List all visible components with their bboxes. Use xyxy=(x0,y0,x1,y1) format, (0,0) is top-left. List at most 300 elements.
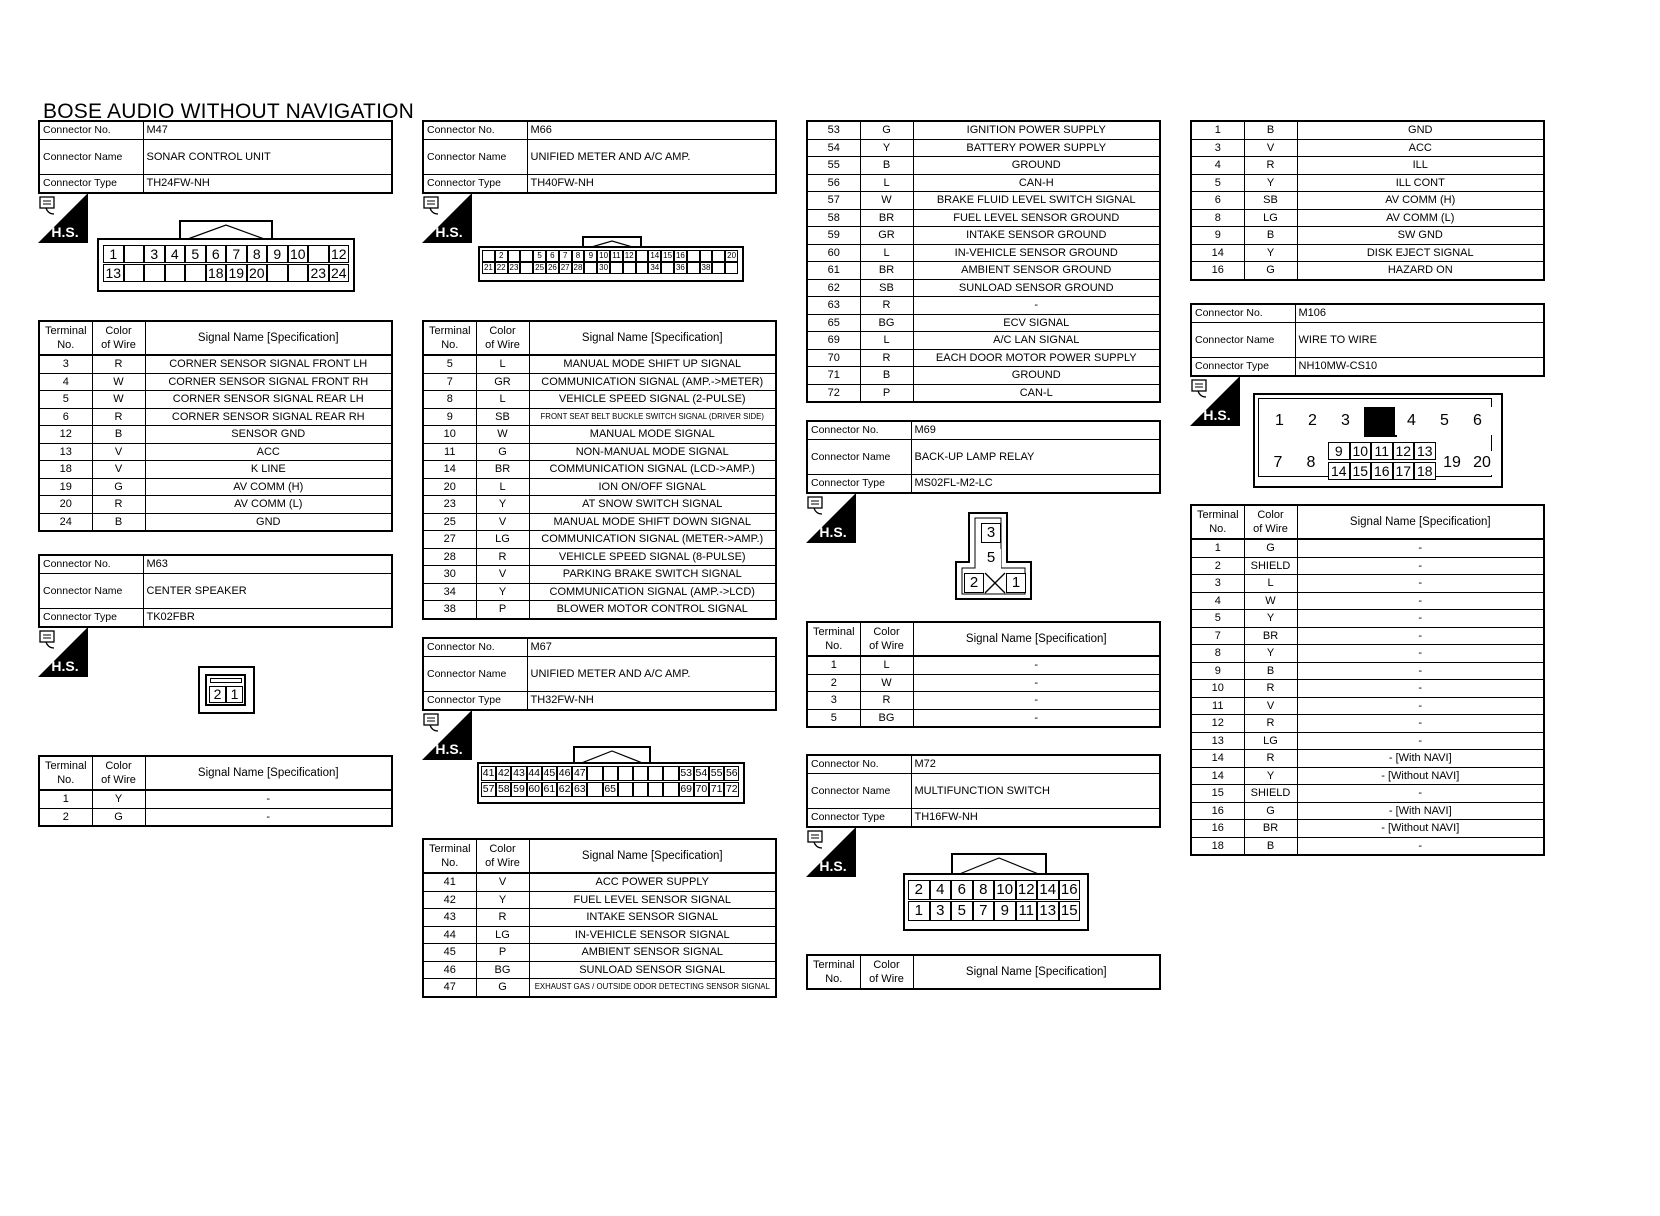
m66-terminal-table xyxy=(422,320,777,620)
connector-pin: 34 xyxy=(650,263,660,272)
connector-pin: 18 xyxy=(206,264,227,282)
connector-pin: 8 xyxy=(572,250,585,262)
hs-label: H.S. xyxy=(819,858,847,874)
connector-pin xyxy=(700,250,713,262)
connector-pin: 72 xyxy=(725,783,738,795)
terminal-no: 7 xyxy=(1191,627,1244,645)
table-row xyxy=(1191,157,1544,175)
connector-type-value: TH16FW-NH xyxy=(911,809,1160,828)
terminal-no: 4 xyxy=(39,373,92,391)
wire-color: W xyxy=(1244,592,1297,610)
signal-name: - xyxy=(145,790,392,808)
connector-key xyxy=(210,678,242,683)
hs-label: H.S. xyxy=(51,658,79,674)
wire-color: SHIELD xyxy=(1244,557,1297,575)
wire-color: BR xyxy=(860,262,913,280)
connector-pin xyxy=(618,782,633,797)
connector-pin xyxy=(1364,407,1397,437)
terminal-no: 5 xyxy=(1191,610,1244,628)
connector-pin xyxy=(633,766,648,781)
table-row xyxy=(423,391,776,409)
signal-name: CORNER SENSOR SIGNAL REAR LH xyxy=(145,391,392,409)
connector-pin: 38 xyxy=(701,263,711,272)
terminal-no: 63 xyxy=(807,297,860,315)
connector-pin: 17 xyxy=(1393,462,1415,480)
signal-name: AT SNOW SWITCH SIGNAL xyxy=(529,496,776,514)
connector-pin: 26 xyxy=(547,263,557,272)
harness-side-icon-graphic xyxy=(806,493,856,543)
wire-color: L xyxy=(860,656,913,674)
wire-color: W xyxy=(92,391,145,409)
wire-color: Y xyxy=(476,891,529,909)
signal-name: CORNER SENSOR SIGNAL FRONT RH xyxy=(145,373,392,391)
signal-name: PARKING BRAKE SWITCH SIGNAL xyxy=(529,566,776,584)
terminal-no: 2 xyxy=(1191,557,1244,575)
connector-pin: 9 xyxy=(584,250,597,262)
connector-pin: 60 xyxy=(528,783,541,795)
signal-name: - xyxy=(1297,837,1544,855)
terminal-no: 12 xyxy=(1191,715,1244,733)
table-row xyxy=(1191,820,1544,838)
connector-pin: 5 xyxy=(1428,407,1461,435)
signal-name-header: Signal Name [Specification] xyxy=(1297,505,1544,539)
terminal-no: 16 xyxy=(1191,802,1244,820)
terminal-no: 65 xyxy=(807,314,860,332)
connector-pin: 45 xyxy=(543,767,556,779)
connector-pin: 5 xyxy=(981,549,1001,569)
wire-color: R xyxy=(476,909,529,927)
hs-label: H.S. xyxy=(1203,407,1231,423)
connector-pin: 3 xyxy=(981,523,1001,543)
connector-pin: 9 xyxy=(1328,442,1350,460)
connector-pin: 12 xyxy=(1016,880,1038,900)
signal-name: - xyxy=(145,808,392,826)
terminal-no: 58 xyxy=(807,209,860,227)
m69-terminal-table xyxy=(806,621,1161,728)
connector-pin xyxy=(633,782,648,797)
color-of-wire-header: Color of Wire xyxy=(476,839,529,873)
connector-name-value: UNIFIED METER AND A/C AMP. xyxy=(527,140,776,175)
wire-color: SB xyxy=(860,279,913,297)
signal-name: SUNLOAD SENSOR GROUND xyxy=(913,279,1160,297)
connector-type-label: Connector Type xyxy=(423,692,527,711)
connector-pin: 71 xyxy=(710,783,723,795)
wire-color: Y xyxy=(860,139,913,157)
terminal-no: 23 xyxy=(423,496,476,514)
wire-color: BG xyxy=(860,314,913,332)
table-row xyxy=(39,496,392,514)
harness-side-icon-graphic xyxy=(806,827,856,877)
harness-side-icon xyxy=(422,193,472,243)
harness-side-icon-graphic xyxy=(422,193,472,243)
connector-name-value: MULTIFUNCTION SWITCH xyxy=(911,774,1160,809)
signal-name: ILL xyxy=(1297,157,1544,175)
connector-pin: 1 xyxy=(1006,573,1026,593)
connector-pin: 13 xyxy=(1414,442,1436,460)
connector-pin: 2 xyxy=(1296,407,1329,435)
signal-name-header: Signal Name [Specification] xyxy=(145,756,392,790)
m69-connector-info xyxy=(806,420,1161,494)
terminal-no: 8 xyxy=(1191,209,1244,227)
connector-pin xyxy=(663,782,678,797)
connector-pin: 5 xyxy=(951,901,973,921)
harness-side-icon xyxy=(422,710,472,760)
wire-color: P xyxy=(476,944,529,962)
m67-terminal-table xyxy=(422,838,777,998)
connector-pin: 8 xyxy=(1296,451,1326,475)
signal-name: MANUAL MODE SIGNAL xyxy=(529,426,776,444)
connector-no-label: Connector No. xyxy=(39,555,143,574)
terminal-no: 46 xyxy=(423,961,476,979)
table-row xyxy=(39,373,392,391)
connector-pin xyxy=(610,262,623,274)
signal-name: GROUND xyxy=(913,157,1160,175)
connector-no-value: M67 xyxy=(527,638,776,657)
signal-name: - xyxy=(1297,680,1544,698)
connector-name-value: UNIFIED METER AND A/C AMP. xyxy=(527,657,776,692)
connector-pin xyxy=(648,766,663,781)
terminal-no: 1 xyxy=(807,656,860,674)
connector-pin xyxy=(587,766,602,781)
connector-pin xyxy=(165,264,186,282)
table-row xyxy=(423,461,776,479)
connector-pin: 13 xyxy=(1037,901,1059,921)
connector-pin: 6 xyxy=(1461,407,1494,435)
wire-color: R xyxy=(92,408,145,426)
wire-color: V xyxy=(92,443,145,461)
table-row xyxy=(807,157,1160,175)
signal-name: - xyxy=(1297,732,1544,750)
signal-name: AMBIENT SENSOR GROUND xyxy=(913,262,1160,280)
table-row xyxy=(1191,627,1544,645)
terminal-no: 1 xyxy=(1191,539,1244,557)
harness-side-icon-graphic xyxy=(38,193,88,243)
connector-name-value: BACK-UP LAMP RELAY xyxy=(911,440,1160,475)
connector-pin: 7 xyxy=(1263,451,1293,475)
terminal-no: 38 xyxy=(423,601,476,619)
table-row xyxy=(807,384,1160,402)
signal-name: AV COMM (L) xyxy=(145,496,392,514)
table-row xyxy=(423,496,776,514)
connector-pin: 9 xyxy=(267,245,288,263)
connector-pin: 20 xyxy=(247,264,268,282)
connector-pin: 10 xyxy=(599,251,609,260)
wire-color: L xyxy=(860,244,913,262)
connector-pin: 41 xyxy=(482,767,495,779)
terminal-no: 13 xyxy=(39,443,92,461)
connector-no-value: M47 xyxy=(143,121,392,140)
connector-type-label: Connector Type xyxy=(1191,358,1295,377)
signal-name: GND xyxy=(1297,121,1544,139)
table-row xyxy=(807,244,1160,262)
table-row xyxy=(39,426,392,444)
harness-side-icon xyxy=(38,193,88,243)
table-row xyxy=(423,478,776,496)
wire-color: B xyxy=(1244,837,1297,855)
connector-pin: 28 xyxy=(573,263,583,272)
connector-pin xyxy=(520,262,533,274)
signal-name-header: Signal Name [Specification] xyxy=(529,321,776,355)
table-row xyxy=(1191,662,1544,680)
connector-no-value: M66 xyxy=(527,121,776,140)
connector-type-value: MS02FL-M2-LC xyxy=(911,475,1160,494)
connector-name-label: Connector Name xyxy=(39,140,143,175)
connector-pin xyxy=(584,262,597,274)
signal-name: EXHAUST GAS / OUTSIDE ODOR DETECTING SENSOR SIGNAL xyxy=(529,979,776,997)
terminal-no: 1 xyxy=(1191,121,1244,139)
table-row xyxy=(1191,645,1544,663)
wire-color: BG xyxy=(860,709,913,727)
terminal-no: 13 xyxy=(1191,732,1244,750)
table-row xyxy=(423,873,776,891)
connector-pin: 44 xyxy=(528,767,541,779)
wire-color: B xyxy=(92,426,145,444)
m66-connector-face xyxy=(478,236,743,280)
table-row xyxy=(1191,750,1544,768)
connector-pin xyxy=(623,262,636,274)
signal-name: SENSOR GND xyxy=(145,426,392,444)
connector-pin: 23 xyxy=(509,263,519,272)
table-row xyxy=(39,513,392,531)
connector-pin: 54 xyxy=(695,767,708,779)
connector-pin: 20 xyxy=(1467,451,1497,475)
table-row xyxy=(423,979,776,997)
terminal-no: 3 xyxy=(39,355,92,373)
m67-connector-face xyxy=(477,746,743,802)
terminal-no: 14 xyxy=(423,461,476,479)
wire-color: W xyxy=(860,192,913,210)
signal-name: COMMUNICATION SIGNAL (LCD->AMP.) xyxy=(529,461,776,479)
table-row xyxy=(1191,592,1544,610)
connector-pin: 14 xyxy=(1037,880,1059,900)
table-row xyxy=(423,909,776,927)
terminal-no: 60 xyxy=(807,244,860,262)
signal-name: - xyxy=(913,692,1160,710)
connector-pin xyxy=(603,766,618,781)
wire-color: Y xyxy=(1244,645,1297,663)
signal-name: AV COMM (H) xyxy=(145,478,392,496)
terminal-no: 71 xyxy=(807,367,860,385)
wire-color: B xyxy=(1244,121,1297,139)
terminal-no: 5 xyxy=(423,355,476,373)
wire-color: R xyxy=(1244,715,1297,733)
terminal-no-header: Terminal No. xyxy=(39,321,92,355)
signal-name: CORNER SENSOR SIGNAL REAR RH xyxy=(145,408,392,426)
page-title: BOSE AUDIO WITHOUT NAVIGATION xyxy=(43,100,415,123)
connector-pin: 9 xyxy=(994,901,1016,921)
wire-color: R xyxy=(1244,750,1297,768)
m72-connector-face xyxy=(903,853,1088,929)
table-row xyxy=(1191,610,1544,628)
signal-name: - xyxy=(1297,627,1544,645)
connector-pin: 6 xyxy=(546,250,559,262)
signal-name: - xyxy=(1297,715,1544,733)
connector-pin: 61 xyxy=(543,783,556,795)
connector-pin: 3 xyxy=(144,245,165,263)
m63-terminal-table xyxy=(38,755,393,827)
connector-pin: 1 xyxy=(103,245,124,263)
connector-type-label: Connector Type xyxy=(423,175,527,194)
m63-connector-info xyxy=(38,554,393,628)
wire-color: G xyxy=(1244,802,1297,820)
table-row xyxy=(39,790,392,808)
terminal-no: 15 xyxy=(1191,785,1244,803)
table-row xyxy=(423,891,776,909)
harness-side-icon xyxy=(806,827,856,877)
terminal-no: 59 xyxy=(807,227,860,245)
wire-color: G xyxy=(476,979,529,997)
signal-name: COMMUNICATION SIGNAL (METER->AMP.) xyxy=(529,531,776,549)
signal-name: CAN-H xyxy=(913,174,1160,192)
terminal-no: 10 xyxy=(423,426,476,444)
terminal-no: 9 xyxy=(423,408,476,426)
signal-name: COMMUNICATION SIGNAL (AMP.->METER) xyxy=(529,373,776,391)
connector-pin xyxy=(687,250,700,262)
terminal-no: 43 xyxy=(423,909,476,927)
signal-name: IN-VEHICLE SENSOR GROUND xyxy=(913,244,1160,262)
table-row xyxy=(807,121,1160,139)
table-row xyxy=(1191,680,1544,698)
wire-color: LG xyxy=(476,531,529,549)
terminal-no: 2 xyxy=(807,674,860,692)
connector-name-value: SONAR CONTROL UNIT xyxy=(143,140,392,175)
terminal-no-header: Terminal No. xyxy=(1191,505,1244,539)
connector-pin: 53 xyxy=(680,767,693,779)
terminal-no: 24 xyxy=(39,513,92,531)
m47-connector-face xyxy=(97,220,357,290)
m47-terminal-table xyxy=(38,320,393,532)
signal-name: - xyxy=(913,656,1160,674)
table-row xyxy=(1191,244,1544,262)
connector-pin: 2 xyxy=(209,686,226,703)
connector-pin xyxy=(185,264,206,282)
table-row xyxy=(423,926,776,944)
table-row xyxy=(39,391,392,409)
connector-pin: 10 xyxy=(288,245,309,263)
terminal-no: 19 xyxy=(39,478,92,496)
connector-pin xyxy=(648,782,663,797)
connector-pin: 16 xyxy=(1371,462,1393,480)
connector-pin: 43 xyxy=(513,767,525,779)
signal-name: SW GND xyxy=(1297,227,1544,245)
wire-color: BR xyxy=(860,209,913,227)
connector-pin: 3 xyxy=(930,901,952,921)
wire-color: P xyxy=(860,384,913,402)
wire-color: R xyxy=(92,355,145,373)
wire-color: BR xyxy=(476,461,529,479)
signal-name: - [Without NAVI] xyxy=(1297,820,1544,838)
connector-pin: 19 xyxy=(226,264,247,282)
connector-pin xyxy=(661,262,674,274)
connector-pin: 69 xyxy=(680,783,693,795)
wire-color: BG xyxy=(476,961,529,979)
wire-color: V xyxy=(92,461,145,479)
wire-color: Y xyxy=(476,496,529,514)
terminal-no: 45 xyxy=(423,944,476,962)
m106-terminal-table xyxy=(1190,504,1545,856)
table-row xyxy=(423,583,776,601)
signal-name: COMMUNICATION SIGNAL (AMP.->LCD) xyxy=(529,583,776,601)
wire-color: R xyxy=(1244,157,1297,175)
connector-pin: 11 xyxy=(610,250,623,262)
signal-name: FUEL LEVEL SENSOR GROUND xyxy=(913,209,1160,227)
connector-pin: 4 xyxy=(930,880,952,900)
wire-color: GR xyxy=(860,227,913,245)
connector-pin xyxy=(712,262,725,274)
wire-color: Y xyxy=(476,583,529,601)
signal-name: EACH DOOR MOTOR POWER SUPPLY xyxy=(913,349,1160,367)
connector-pin: 16 xyxy=(675,251,685,260)
m106-connector-face xyxy=(1253,393,1503,488)
connector-type-value: NH10MW-CS10 xyxy=(1295,358,1544,377)
color-of-wire-header: Color of Wire xyxy=(1244,505,1297,539)
terminal-no: 53 xyxy=(807,121,860,139)
terminal-no: 20 xyxy=(423,478,476,496)
signal-name: ECV SIGNAL xyxy=(913,314,1160,332)
terminal-no: 69 xyxy=(807,332,860,350)
connector-pin: 59 xyxy=(513,783,525,795)
table-row xyxy=(807,332,1160,350)
connector-pin: 63 xyxy=(573,783,586,795)
connector-pin: 1 xyxy=(908,901,930,921)
wire-color: G xyxy=(860,121,913,139)
table-row xyxy=(1191,785,1544,803)
wire-color: G xyxy=(92,808,145,826)
connector-pin: 62 xyxy=(558,783,571,795)
connector-pin: 65 xyxy=(604,783,617,795)
table-row xyxy=(1191,209,1544,227)
terminal-no: 5 xyxy=(807,709,860,727)
harness-side-icon-graphic xyxy=(38,627,88,677)
terminal-no-header: Terminal No. xyxy=(423,839,476,873)
terminal-no: 18 xyxy=(1191,837,1244,855)
signal-name: - xyxy=(913,674,1160,692)
table-row xyxy=(807,709,1160,727)
table-row xyxy=(1191,174,1544,192)
terminal-no-header: Terminal No. xyxy=(807,955,860,989)
terminal-no: 2 xyxy=(39,808,92,826)
hs-label: H.S. xyxy=(51,224,79,240)
terminal-no: 25 xyxy=(423,513,476,531)
signal-name: INTAKE SENSOR SIGNAL xyxy=(529,909,776,927)
wire-color: W xyxy=(476,426,529,444)
m47-connector-info xyxy=(38,120,393,194)
connector-pin xyxy=(124,245,145,263)
connector-pin: 5 xyxy=(533,250,546,262)
harness-side-icon xyxy=(806,493,856,543)
terminal-no: 62 xyxy=(807,279,860,297)
table-row xyxy=(39,408,392,426)
m66-connector-info xyxy=(422,120,777,194)
table-row xyxy=(1191,139,1544,157)
signal-name-header: Signal Name [Specification] xyxy=(145,321,392,355)
signal-name-header: Signal Name [Specification] xyxy=(913,955,1160,989)
connector-name-value: CENTER SPEAKER xyxy=(143,574,392,609)
connector-no-value: M69 xyxy=(911,421,1160,440)
signal-name: INTAKE SENSOR GROUND xyxy=(913,227,1160,245)
m63-connector-face xyxy=(198,666,255,714)
terminal-no: 8 xyxy=(1191,645,1244,663)
connector-name-label: Connector Name xyxy=(1191,323,1295,358)
connector-pin: 10 xyxy=(994,880,1016,900)
connector-pin: 2 xyxy=(964,573,984,593)
signal-name: FRONT SEAT BELT BUCKLE SWITCH SIGNAL (DRIVER SIDE) xyxy=(529,408,776,426)
connector-type-value: TK02FBR xyxy=(143,609,392,628)
signal-name: A/C LAN SIGNAL xyxy=(913,332,1160,350)
terminal-no: 14 xyxy=(1191,750,1244,768)
table-header xyxy=(807,955,1160,989)
table-row xyxy=(39,808,392,826)
